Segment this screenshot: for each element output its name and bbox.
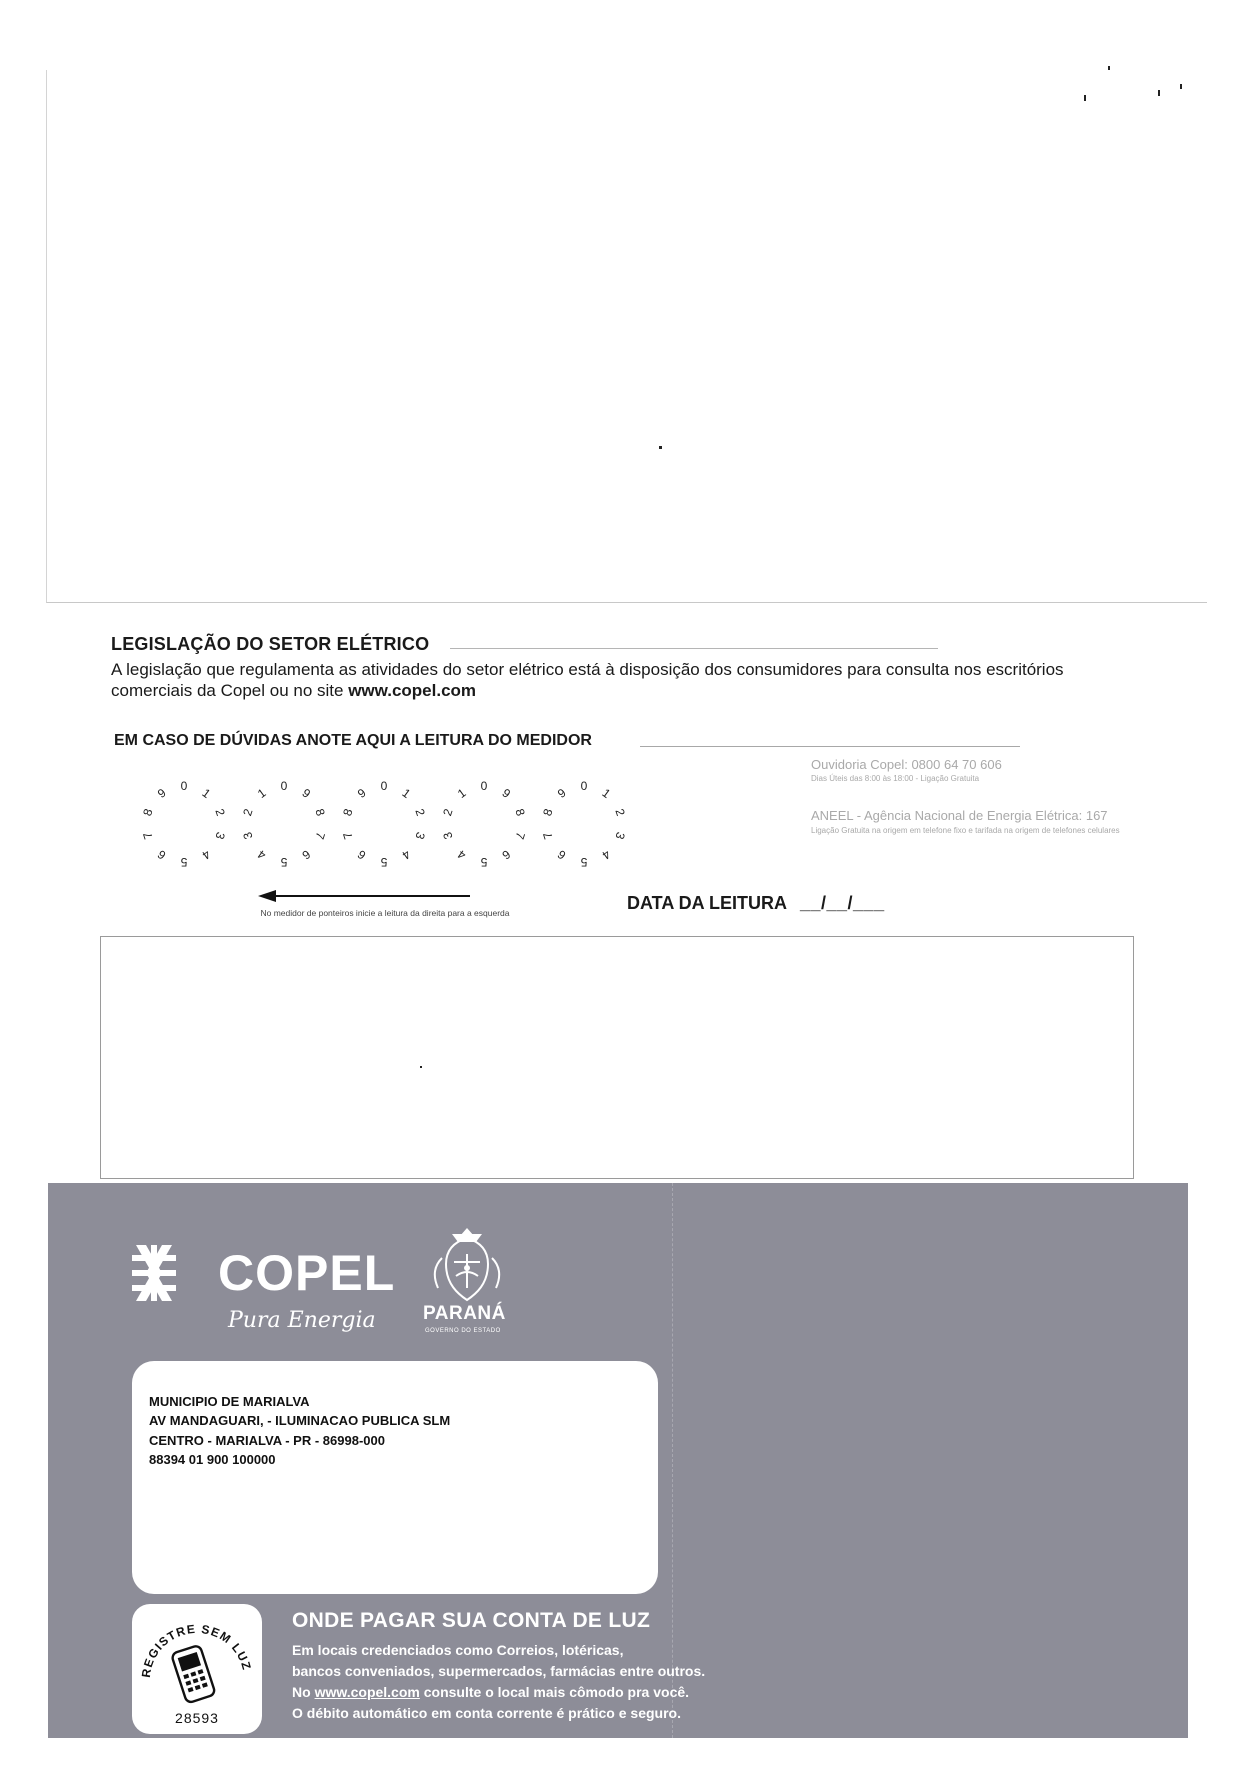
dial-digit: 3 xyxy=(440,830,456,842)
dial-digit: 9 xyxy=(299,785,314,801)
legislation-text xyxy=(111,659,1121,701)
dial-note: No medidor de ponteiros inicie a leitura da direita para a esquerda xyxy=(260,908,510,918)
dial-digit: 8 xyxy=(540,806,556,818)
dial-digit: 3 xyxy=(240,830,256,842)
dial-digit: 2 xyxy=(212,806,228,818)
dial-digit: 8 xyxy=(512,806,528,818)
dial-digit: 0 xyxy=(480,779,488,793)
payment-line-3 xyxy=(292,1682,705,1703)
dial-digit: 1 xyxy=(399,785,414,801)
message-box xyxy=(100,936,1134,1179)
dial-digit: 9 xyxy=(499,785,514,801)
address-line-1: MUNICIPIO DE MARIALVA xyxy=(149,1394,310,1409)
dial-digit: 4 xyxy=(254,847,269,863)
reading-date-label: DATA DA LEITURA xyxy=(627,893,787,913)
meter-dial xyxy=(340,779,428,869)
dial-digit: 8 xyxy=(140,806,156,818)
dial-digit: 6 xyxy=(354,847,369,863)
arrow-left-icon xyxy=(258,889,470,903)
dial-digit: 0 xyxy=(380,779,388,793)
sms-number: 28593 xyxy=(175,1710,219,1726)
dial-digit: 4 xyxy=(599,847,614,863)
payment-line-2: bancos conveniados, supermercados, farmácias entre outros. xyxy=(292,1663,706,1679)
copel-logo-icon xyxy=(132,1245,176,1301)
aneel-info xyxy=(811,808,1171,836)
dial-digit: 2 xyxy=(612,806,628,818)
dial-digit: 6 xyxy=(554,847,569,863)
scan-speck xyxy=(1084,95,1086,101)
sms-badge xyxy=(132,1604,262,1734)
dial-digit: 5 xyxy=(180,855,188,869)
dial-digit: 2 xyxy=(440,806,456,818)
dial-digit: 7 xyxy=(140,830,156,842)
payment-line-3-prefix: No xyxy=(292,1684,315,1700)
dial-digit: 9 xyxy=(354,785,369,801)
divider xyxy=(450,648,938,649)
dial-digit: 6 xyxy=(499,847,514,863)
address-line-2: AV MANDAGUARI, - ILUMINACAO PUBLICA SLM xyxy=(149,1413,451,1428)
dial-digit: 1 xyxy=(599,785,614,801)
meter-dial xyxy=(240,779,328,869)
legislation-title: LEGISLAÇÃO DO SETOR ELÉTRICO xyxy=(111,634,430,654)
address-window xyxy=(132,1361,658,1594)
dial-digit: 3 xyxy=(412,830,428,842)
parana-logo-text: PARANÁ xyxy=(423,1303,506,1324)
dial-digit: 0 xyxy=(280,779,288,793)
dial-digit: 6 xyxy=(299,847,314,863)
payment-info xyxy=(292,1609,705,1724)
legislation-body: A legislação que regulamenta as atividades do setor elétrico está à disposição dos consumidores para consulta nos escritórios comerciais da Copel ou no site xyxy=(111,660,1064,700)
aneel-phone: ANEEL - Agência Nacional de Energia Elétrica: 167 xyxy=(811,808,1108,823)
scan-speck xyxy=(1180,84,1182,89)
divider xyxy=(640,746,1020,747)
meter-dial xyxy=(540,779,628,869)
dial-digit: 5 xyxy=(280,855,288,869)
payment-line-1: Em locais credenciados como Correios, lotéricas, xyxy=(292,1642,624,1658)
dial-digit: 7 xyxy=(312,830,328,842)
blank-area-top xyxy=(46,70,1207,603)
dial-digit: 4 xyxy=(199,847,214,863)
dial-digit: 9 xyxy=(554,785,569,801)
dial-digit: 6 xyxy=(154,847,169,863)
dial-digit: 0 xyxy=(180,779,188,793)
sms-ring-text: REGISTRE SEM LUZ xyxy=(138,1621,254,1679)
meter-dials xyxy=(140,778,640,870)
dial-digit: 7 xyxy=(340,830,356,842)
parana-logo-subtitle: GOVERNO DO ESTADO xyxy=(425,1328,501,1334)
dial-digit: 2 xyxy=(412,806,428,818)
dial-digit: 9 xyxy=(154,785,169,801)
dial-digit: 5 xyxy=(380,855,388,869)
meter-reading-title: EM CASO DE DÚVIDAS ANOTE AQUI A LEITURA DO MEDIDOR xyxy=(114,732,592,749)
scan-speck xyxy=(1158,90,1160,96)
dial-digit: 8 xyxy=(312,806,328,818)
reading-date-field[interactable]: __/__/___ xyxy=(800,893,885,913)
dial-digit: 8 xyxy=(340,806,356,818)
dial-digit: 1 xyxy=(199,785,214,801)
copel-tagline: Pura Energia xyxy=(228,1308,376,1333)
dial-digit: 4 xyxy=(399,847,414,863)
dial-digit: 1 xyxy=(454,785,469,801)
sms-badge-graphic xyxy=(132,1604,262,1734)
phone-icon xyxy=(171,1645,216,1704)
payment-site-link[interactable]: www.copel.com xyxy=(314,1684,420,1700)
scan-speck xyxy=(1108,66,1110,70)
copel-logo-text: COPEL xyxy=(218,1245,396,1301)
address-line-3: CENTRO - MARIALVA - PR - 86998-000 xyxy=(149,1433,385,1448)
scan-speck xyxy=(420,1066,422,1068)
dial-digit: 3 xyxy=(612,830,628,842)
ouvidoria-info xyxy=(811,757,1191,783)
payment-title: ONDE PAGAR SUA CONTA DE LUZ xyxy=(292,1609,651,1632)
dial-digit: 3 xyxy=(212,830,228,842)
payment-line-3-suffix: consulte o local mais cômodo pra você. xyxy=(419,1684,690,1700)
meter-dial xyxy=(140,779,228,869)
dial-digit: 4 xyxy=(454,847,469,863)
parana-crest-icon xyxy=(424,1228,510,1306)
dial-digit: 7 xyxy=(512,830,528,842)
dial-digit: 2 xyxy=(240,806,256,818)
aneel-note: Ligação Gratuita na origem em telefone fixo e tarifada na origem de telefones celulares xyxy=(811,826,1120,835)
ouvidoria-phone: Ouvidoria Copel: 0800 64 70 606 xyxy=(811,757,1002,772)
scan-speck xyxy=(659,446,662,449)
address-line-4: 88394 01 900 100000 xyxy=(149,1452,276,1467)
dial-digit: 7 xyxy=(540,830,556,842)
dial-digit: 0 xyxy=(580,779,588,793)
dial-digit: 5 xyxy=(580,855,588,869)
ouvidoria-hours: Dias Úteis das 8:00 às 18:00 - Ligação Gratuita xyxy=(811,774,980,783)
dial-digit: 5 xyxy=(480,855,488,869)
copel-site-link[interactable]: www.copel.com xyxy=(348,681,477,700)
dial-digit: 1 xyxy=(254,785,269,801)
meter-dial xyxy=(440,779,528,869)
payment-line-4: O débito automático em conta corrente é prático e seguro. xyxy=(292,1705,681,1721)
